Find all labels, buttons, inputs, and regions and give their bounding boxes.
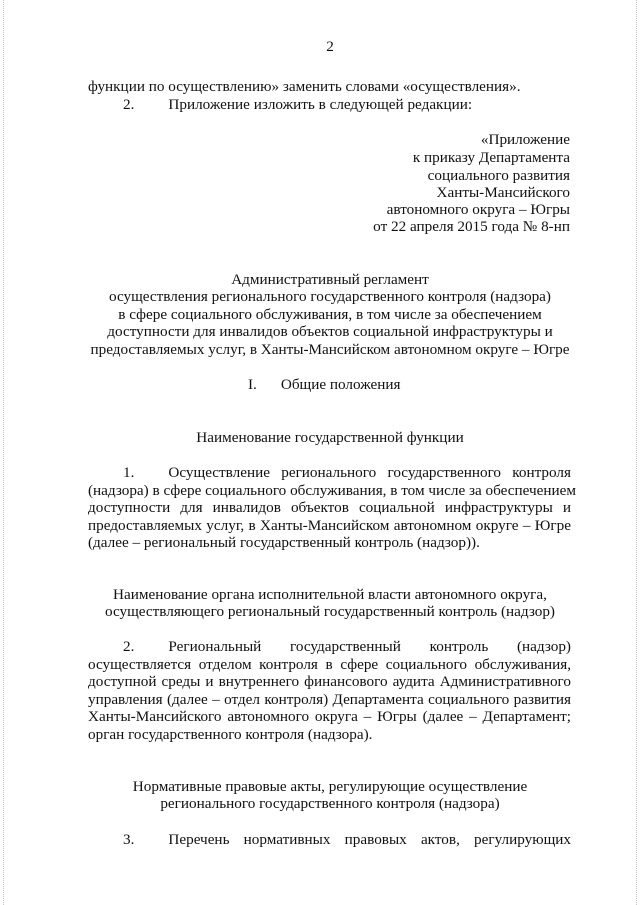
subsection-heading-line: регионального государственного контроля (надзора) (160, 795, 500, 812)
paragraph-line: доступной среды и внутреннего финансового аудита Административного (88, 673, 571, 690)
paragraph-1-first-line (123, 464, 571, 482)
item-2-line (123, 96, 472, 114)
paragraph-line: управления (далее – отдел контроля) Департамента социального развития (88, 691, 571, 708)
paragraph-line: (далее – региональный государственный контроль (надзор)). (88, 534, 480, 551)
section-title: Общие положения (280, 376, 401, 393)
page-number: 2 (326, 38, 334, 55)
paragraph-line: орган государственного контроля (надзора). (88, 726, 373, 743)
title-line: доступности для инвалидов объектов социальной инфраструктуры и (107, 323, 553, 340)
appendix-line: Ханты-Мансийского (436, 184, 570, 201)
item-2-text: Приложение изложить в следующей редакции: (168, 96, 473, 113)
appendix-line: автономного округа – Югры (386, 201, 570, 218)
subsection-heading: Наименование государственной функции (196, 429, 464, 446)
appendix-line: к приказу Департамента (412, 149, 570, 166)
paragraph-line: доступности для инвалидов объектов социальной инфраструктуры и (88, 499, 571, 516)
title-line: предоставляемых услуг, в Ханты-Мансийском автономном округе – Югре (90, 341, 570, 358)
paragraph-text: Перечень нормативных правовых актов, регулирующих (168, 831, 571, 848)
paragraph-line: (надзора) в сфере социального обслуживания, в том числе за обеспечением (88, 482, 577, 499)
subsection-heading: Нормативные правовые акты, регулирующие осуществление (132, 778, 528, 795)
subsection-heading: Наименование органа исполнительной власти автономного округа, (113, 586, 547, 603)
appendix-line: социального развития (427, 167, 570, 184)
section-heading (248, 376, 401, 394)
paragraph-number: 3. (123, 831, 135, 848)
paragraph-2-first-line (123, 638, 571, 656)
paragraph-number: 1. (123, 464, 135, 481)
item-2-number: 2. (123, 96, 135, 113)
paragraph-text: Осуществление регионального государственного контроля (168, 464, 571, 481)
paragraph-line: предоставляемых услуг, в Ханты-Мансийском автономном округе – Югре (88, 517, 571, 534)
title-line: в сфере социального обслуживания, в том числе за обеспечением (118, 306, 542, 323)
paragraph-number: 2. (123, 638, 135, 655)
paragraph-line: Ханты-Мансийского автономного округа – Югры (далее – Департамент; (88, 708, 571, 725)
scan-edge-right (636, 0, 637, 905)
appendix-line: от 22 апреля 2015 года № 8-нп (373, 218, 570, 235)
section-number: I. (248, 376, 257, 393)
subsection-heading-line: осуществляющего региональный государственный контроль (надзор) (105, 603, 555, 620)
appendix-line: «Приложение (480, 131, 570, 148)
paragraph-3-first-line (123, 831, 571, 849)
paragraph-line: осуществляется отделом контроля в сфере социального обслуживания, (88, 656, 571, 673)
paragraph-text: Региональный государственный контроль (надзор) (168, 638, 571, 655)
title-line: осуществления регионального государственного контроля (надзора) (109, 288, 551, 305)
document-title: Административный регламент (231, 271, 429, 288)
intro-line: функции по осуществлению» заменить словами «осуществления». (88, 78, 521, 95)
scan-edge-left (3, 0, 4, 905)
